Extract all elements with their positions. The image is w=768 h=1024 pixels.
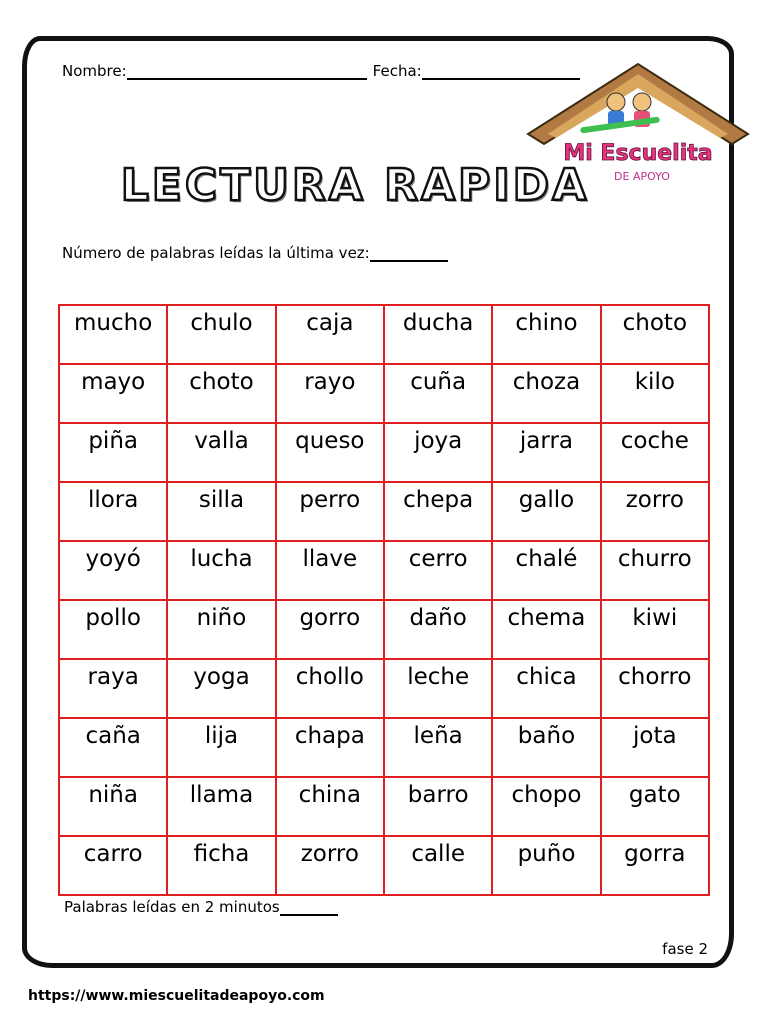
word-cell: piña [59,423,167,482]
word-cell: barro [384,777,492,836]
word-cell: silla [167,482,275,541]
word-cell: chica [492,659,600,718]
word-cell: chepa [384,482,492,541]
word-cell: cerro [384,541,492,600]
word-cell: china [276,777,384,836]
date-label: Fecha: [372,62,422,80]
word-cell: baño [492,718,600,777]
logo-subtext: DE APOYO [614,170,670,183]
word-cell: choza [492,364,600,423]
word-grid [58,304,710,896]
name-field[interactable] [127,62,367,80]
word-row [59,541,709,600]
word-row [59,600,709,659]
word-cell: chalé [492,541,600,600]
words-read-row [64,898,338,916]
word-cell: zorro [601,482,709,541]
last-time-row [62,244,448,262]
word-cell: chopo [492,777,600,836]
word-row [59,777,709,836]
word-cell: puño [492,836,600,895]
word-cell: daño [384,600,492,659]
logo-text: Mi Escuelita [563,141,713,166]
word-cell: zorro [276,836,384,895]
word-cell: llave [276,541,384,600]
word-cell: chapa [276,718,384,777]
word-cell: caña [59,718,167,777]
word-row [59,659,709,718]
word-row [59,364,709,423]
last-time-field[interactable] [370,244,448,262]
word-cell: llora [59,482,167,541]
website-url[interactable]: https://www.miescuelitadeapoyo.com [28,988,325,1004]
word-row [59,423,709,482]
word-cell: calle [384,836,492,895]
word-cell: ducha [384,305,492,364]
word-cell: rayo [276,364,384,423]
word-cell: kiwi [601,600,709,659]
words-read-field[interactable] [280,898,338,916]
word-cell: gorra [601,836,709,895]
word-cell: raya [59,659,167,718]
word-cell: pollo [59,600,167,659]
word-cell: kilo [601,364,709,423]
word-cell: mucho [59,305,167,364]
word-cell: chorro [601,659,709,718]
word-cell: choto [167,364,275,423]
word-cell: valla [167,423,275,482]
word-row [59,305,709,364]
word-cell: gorro [276,600,384,659]
word-row [59,482,709,541]
word-cell: leche [384,659,492,718]
name-label: Nombre: [62,62,127,80]
word-cell: mayo [59,364,167,423]
word-cell: yoga [167,659,275,718]
word-cell: leña [384,718,492,777]
word-cell: caja [276,305,384,364]
word-row [59,718,709,777]
word-cell: niño [167,600,275,659]
child-icon [633,93,651,111]
word-cell: niña [59,777,167,836]
word-cell: queso [276,423,384,482]
word-cell: chulo [167,305,275,364]
word-cell: choto [601,305,709,364]
word-cell: jota [601,718,709,777]
word-cell: jarra [492,423,600,482]
word-cell: chollo [276,659,384,718]
word-cell: coche [601,423,709,482]
last-time-label: Número de palabras leídas la última vez: [62,244,370,262]
word-cell: lija [167,718,275,777]
word-cell: chema [492,600,600,659]
word-cell: joya [384,423,492,482]
word-cell: churro [601,541,709,600]
word-cell: gallo [492,482,600,541]
page-title: LECTURA RAPIDA [120,160,590,211]
word-cell: chino [492,305,600,364]
phase-label: fase 2 [662,940,708,958]
word-cell: cuña [384,364,492,423]
word-cell: yoyó [59,541,167,600]
child-icon [607,93,625,111]
word-cell: carro [59,836,167,895]
word-cell: ficha [167,836,275,895]
word-cell: perro [276,482,384,541]
word-row [59,836,709,895]
word-cell: llama [167,777,275,836]
words-read-label: Palabras leídas en 2 minutos [64,898,280,916]
word-cell: lucha [167,541,275,600]
word-cell: gato [601,777,709,836]
